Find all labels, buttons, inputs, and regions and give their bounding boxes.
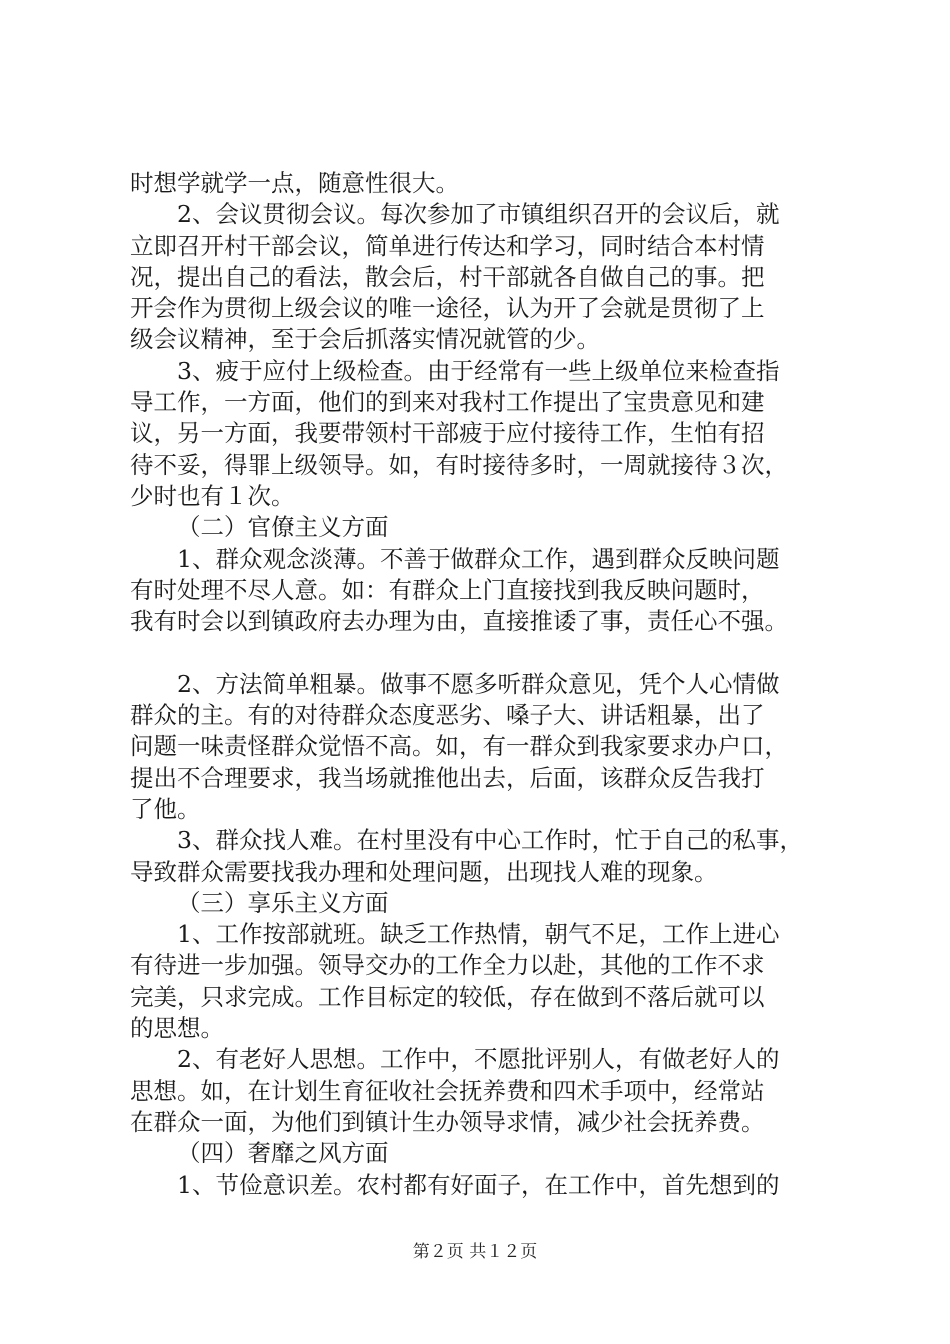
text-line: 思想。如，在计划生育征收社会抚养费和四术手项中，经常站 bbox=[130, 1076, 765, 1105]
text-line: 立即召开村干部会议，简单进行传达和学习，同时结合本村情 bbox=[130, 231, 765, 260]
page-footer: 第２页 共１２页 bbox=[412, 1242, 538, 1262]
document-body bbox=[130, 168, 830, 1201]
text-line: 议，另一方面，我要带领村干部疲于应付接待工作，生怕有招 bbox=[130, 419, 765, 448]
paragraph-start: 2、方法简单粗暴。做事不愿多听群众意见，凭个人心情做 bbox=[177, 669, 780, 698]
section-heading: （二）官僚主义方面 bbox=[177, 513, 389, 542]
paragraph-start: 2、会议贯彻会议。每次参加了市镇组织召开的会议后，就 bbox=[177, 200, 780, 229]
section-heading: （三）享乐主义方面 bbox=[177, 888, 389, 917]
section-heading: （四）奢靡之风方面 bbox=[177, 1139, 389, 1168]
paragraph-start: 3、群众找人难。在村里没有中心工作时，忙于自己的私事， bbox=[177, 826, 803, 855]
text-line: 群众的主。有的对待群众态度恶劣、嗓子大、讲话粗暴，出了 bbox=[130, 701, 765, 730]
text-line: 在群众一面，为他们到镇计生办领导求情，减少社会抚养费。 bbox=[130, 1107, 765, 1136]
text-line: 导致群众需要找我办理和处理问题，出现找人难的现象。 bbox=[130, 857, 718, 886]
text-line: 问题一味责怪群众觉悟不高。如，有一群众到我家要求办户口， bbox=[130, 732, 788, 761]
blank-line bbox=[130, 637, 830, 668]
text-line: 有时处理不尽人意。如：有群众上门直接找到我反映问题时， bbox=[130, 575, 765, 604]
text-line: 提出不合理要求，我当场就推他出去，后面，该群众反告我打 bbox=[130, 763, 765, 792]
text-line: 时想学就学一点，随意性很大。 bbox=[130, 169, 459, 197]
text-line: 完美，只求完成。工作目标定的较低，存在做到不落后就可以 bbox=[130, 982, 765, 1011]
paragraph-start: 1、群众观念淡薄。不善于做群众工作，遇到群众反映问题 bbox=[177, 544, 780, 573]
text-line: 况，提出自己的看法，散会后，村干部就各自做自己的事。把 bbox=[130, 262, 765, 291]
text-line: 我有时会以到镇政府去办理为由，直接推诿了事，责任心不强。 bbox=[130, 607, 788, 636]
text-line: 了他。 bbox=[130, 794, 201, 823]
text-line: 级会议精神，至于会后抓落实情况就管的少。 bbox=[130, 325, 600, 354]
text-line: 少时也有１次。 bbox=[130, 481, 295, 510]
paragraph-start: 3、疲于应付上级检查。由于经常有一些上级单位来检查指 bbox=[177, 356, 780, 385]
paragraph-start: 1、节俭意识差。农村都有好面子，在工作中，首先想到的 bbox=[177, 1170, 780, 1199]
text-line: 开会作为贯彻上级会议的唯一途径，认为开了会就是贯彻了上 bbox=[130, 294, 765, 323]
text-line: 有待进一步加强。领导交办的工作全力以赴，其他的工作不求 bbox=[130, 951, 765, 980]
paragraph-start: 1、工作按部就班。缺乏工作热情，朝气不足，工作上进心 bbox=[177, 920, 780, 949]
text-line: 待不妥，得罪上级领导。如，有时接待多时，一周就接待３次， bbox=[130, 450, 788, 479]
text-line: 的思想。 bbox=[130, 1014, 224, 1043]
paragraph-start: 2、有老好人思想。工作中，不愿批评别人，有做老好人的 bbox=[177, 1045, 780, 1074]
text-line: 导工作，一方面，他们的到来对我村工作提出了宝贵意见和建 bbox=[130, 388, 765, 417]
